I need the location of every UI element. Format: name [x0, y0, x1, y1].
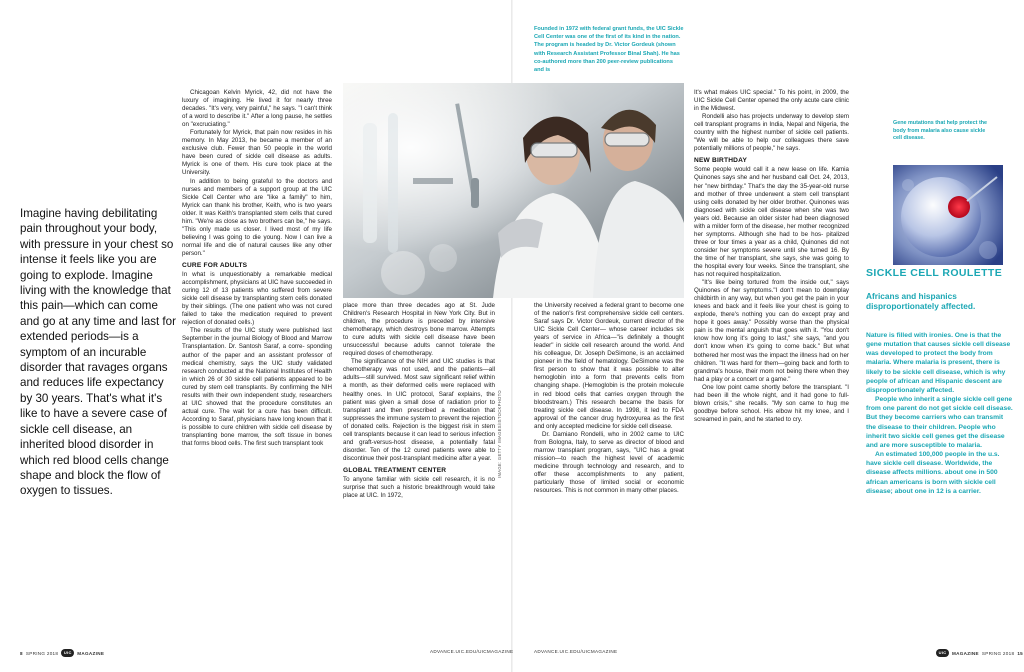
sidebar-body — [866, 331, 1014, 496]
paragraph: Dr. Damiano Rondelli, who in 2002 came to UIC from Bologna, Italy, to serve as director of blood and marrow transplant program, says, "UIC has a great mission—to reach the highest level of academic medicine through technology and research, and to offer these accomplishments to any patient, particularly those of limited social or economic resources. This is not common in many other places. — [534, 430, 684, 495]
article-column-1 — [182, 89, 332, 448]
footer-url-right — [534, 649, 617, 654]
paragraph: To anyone familiar with sickle cell research, it is no surprise that such a historic breakthrough would take place at UIC. In 1972, — [343, 475, 495, 500]
magazine-label: MAGAZINE — [952, 650, 979, 656]
paragraph: Fortunately for Myrick, that pain now resides in his memory. In May 2013, he became a member of an exclusive club. Fewer than 50 people in the world have been cured of sickle cell disease as adults. Myrick is one of them. His cure took place at the University. — [182, 129, 332, 177]
lab-photo-illustration — [343, 83, 684, 298]
section-heading: CURE FOR ADULTS — [182, 261, 248, 269]
paragraph: Some people would call it a new lease on life. Kamia Quinones says she and her husband call Oct. 24, 2013, her "new birthday." That's the day the 35-year-old nurse and mother of three underwent a stem cell transplant using cells donated by her older brother. Quinones was diagnosed with sickle cell disease when she was two years old. Because an older sister had been diagnosed with a milder form of the disease, her mother recognized her symptoms. Although she had to be hos- pitalized three or four times a year as a child, Quinones did not consider her symptoms severe until she turned 16. By the time of her transplant, she says, she was going to the hospital every four weeks. Since the transplant, she has not required hospitalization. — [694, 166, 849, 279]
page-number: 15 — [1017, 650, 1024, 656]
uic-logo: UIC — [936, 649, 949, 657]
photo-credit: IMAGE: GETTY IMAGES/ISTOCKPHOTO — [497, 390, 502, 478]
issue-date: SPRING 2018 — [25, 650, 59, 656]
paragraph: The results of the UIC study were published last September in the journal Biology of Blood and Marrow Transplantation. Dr. Santosh Saraf, a corre- sponding author of the paper and an assistant professor of medical chemistry, says the UIC study validated research conducted at the National Institutes of Health in which 26 of 30 sickle cell patients appeared to be cured by stem cell transplants. By confirming the NIH results with their own independent study, researchers at UIC showed that the procedure constitutes an actual cure. The wait for a cure has been difficult. According to Saraf, physicians have long known that it is possible to cure children with sickle cell disease by transplanting bone marrow, the soft tissue in bones that forms blood cells. The first such transplant took — [182, 327, 332, 448]
paragraph: Nature is filled with ironies. One is that the gene mutation that causes sickle cell disease was developed to protect the body from malaria. Where malaria is present, there is likely to be sickle cell disease, which is why people of african and Hispanic descent are disproportionately affected. — [866, 332, 1011, 394]
paragraph: It's what makes UIC special." To his point, in 2009, the UIC Sickle Cell Center opened the only acute care clinic in the Midwest. — [694, 89, 849, 113]
lab-photo — [343, 83, 684, 298]
paragraph: In what is unquestionably a remarkable medical accomplishment, physicians at UIC have succeeded in curing 12 of 13 patients who suffered from severe sickle cell disease by transplanting stem cells donated by their siblings. (The one patient who was not cured failed to take the medication required to prevent rejection of donated cells.) — [182, 271, 332, 327]
magazine-label: MAGAZINE — [77, 650, 105, 656]
section-heading: NEW BIRTHDAY — [694, 157, 748, 165]
paragraph: the University received a federal grant to become one of the nation's first comprehensive sickle cell centers. Saraf says Dr. Victor Gordeuk, current director of the UIC Sickle Cell Center— whose career includes six years of service in Africa—"is definitely a thought leader" in sickle cell research around the world. And his colleague, Dr. Joseph DeSimone, is an acclaimed pioneer in the field of hematology. DeSimone was the first person to show that it was possible to alter hemoglobin into a form that prevents cells from changing shape. (Hemoglobin is the protein molecule in red blood cells that carries oxygen through the bloodstream.) This research became the basis for treating sickle cell disease. In 1998, it led to FDA approval of the cancer drug hydroxyurea as the first and only accepted medicine for sickle cell disease. — [534, 302, 684, 430]
article-column-4 — [694, 89, 849, 424]
website-url: ADVANCE.UIC.EDU/UICMAGAZINE — [430, 649, 514, 654]
paragraph: "It's like being tortured from the inside out," says Quinones of her symptoms."I don't mean to downplay childbirth in any way, but when you get the pain in your knees and back and it feels like your chest is going to explode, there's nothing you can do except pray and hope it goes away." Possibly worse than the physical pain is the mental anguish that goes with it. "You don't know how long it's going to last," she says, "and you don't know when it's going to come back." But what bothered her most was the impact the illness had on her children. "It was hard for them—going back and forth to grandma's house, their mom not being there when they had a play or a concert or a game." — [694, 279, 849, 383]
paragraph: People who inherit a single sickle cell gene from one parent do not get sickle cell disease. But they become carriers who can transmit the disease to their children. People who inherit two sickle cell genes get the disease and are more susceptible to malaria. — [866, 396, 1013, 449]
sidebar-title: SICKLE CELL ROULETTE — [866, 267, 1003, 279]
blood-cell-image — [893, 165, 1003, 265]
article-column-3 — [534, 302, 684, 495]
website-url: ADVANCE.UIC.EDU/UICMAGAZINE — [534, 649, 618, 654]
article-column-2 — [343, 302, 495, 500]
sidebar-subtitle: Africans and hispanics disproportionately affected. — [866, 291, 976, 311]
page-number: 8 — [20, 650, 23, 656]
issue-date: SPRING 2018 — [981, 650, 1015, 656]
section-heading: GLOBAL TREATMENT CENTER — [343, 466, 447, 474]
sidebar-image-caption: Gene mutations that help protect the body from malaria also cause sickle cell disease. — [893, 120, 988, 142]
paragraph: The significance of the NIH and UIC studies is that chemotherapy was not used, and the patients—all adults—still survived. Most saw significant relief within a month, as their deformed cells were replaced with healthy ones. In UIC protocol, Saraf explains, the patient was given a small dose of radiation prior to transplant and then prescribed a medication that suppresses the immune system to prevent the rejection of donated cells. Rejection is the biggest risk in stem cell transplants because it can lead to serious infection and graft-versus-host disease, a potentially fatal disorder. Ten of the 12 cured patients were able to discontinue their post-transplant medicine after a year. — [343, 358, 495, 462]
footer-right — [936, 649, 1023, 657]
blood-cell-illustration — [893, 165, 1003, 265]
pull-quote: Imagine having debilitating pain throughout your body, with pressure in your chest so intense it feels like you are going to explode. Imagine living with the knowledge that this pain—which can come and go at any time and last for extended periods—is a symptom of an incurable disorder that ravages organs and reduces life expectancy by 30 years. That's what it's like to have a severe case of sickle cell disease, an inherited blood disorder in which red blood cells change shape and block the flow of oxygen to tissues. — [20, 207, 176, 498]
paragraph: Rondelli also has projects underway to develop stem cell transplant programs in India, Nepal and Nigeria, the country with the highest number of sickle cell patients. "We will be able to help our colleagues there save potentially millions of people," he says. — [694, 113, 849, 153]
paragraph: One low point came shortly before the transplant. "I had been ill the whole night, and it had gone to full-blown crisis," she recalls. "My son came to hug me goodbye before school. His elbow hit my knee, and I screamed in pain, and he started to cry. — [694, 383, 849, 423]
paragraph: In addition to being grateful to the doctors and nurses and members of a support group at the UIC Sickle Cell Center who are "like a family" to him, Myrick can thank his brother, Keith, who is two years older. It was Keith's transplanted stem cells that cured him. "We're as close as two brothers can be," he says. "This only made us closer. I lived most of my life believing I was going to die young. Now I can live a normal life and die of natural causes like any other person." — [182, 177, 332, 257]
footer-url-left — [430, 649, 513, 654]
paragraph: place more than three decades ago at St. Jude Children's Research Hospital in New York City. But in children, the procedure is preceded by intensive chemotherapy, which destroys bone marrow. Attempts to cure adults with sickle cell disease have been unsuccessful because adults cannot tolerate the required doses of chemotherapy. — [343, 302, 495, 358]
uic-logo: UIC — [61, 649, 74, 657]
paragraph: Chicagoan Kelvin Myrick, 42, did not have the luxury of imagining. He lived it for nearly three decades. "It's very, very painful," he says. "I can't think of a word to describe it." After a long pause, he settles on "excruciating." — [182, 89, 332, 129]
photo-caption: Founded in 1972 with federal grant funds, the UIC Sickle Cell Center was one of the first of its kind in the nation. The program is headed by Dr. Victor Gordeuk (shown with Research Assistant Professor Binal Shah). He has co-authored more than 200 peer-review publications and is — [534, 26, 684, 74]
paragraph: An estimated 100,000 people in the u.s. have sickle cell disease. Worldwide, the disease affects millions. about one in 500 african americans is born with sickle cell disease; about one in 12 is a carrier. — [866, 451, 1000, 495]
footer-left — [20, 649, 104, 657]
